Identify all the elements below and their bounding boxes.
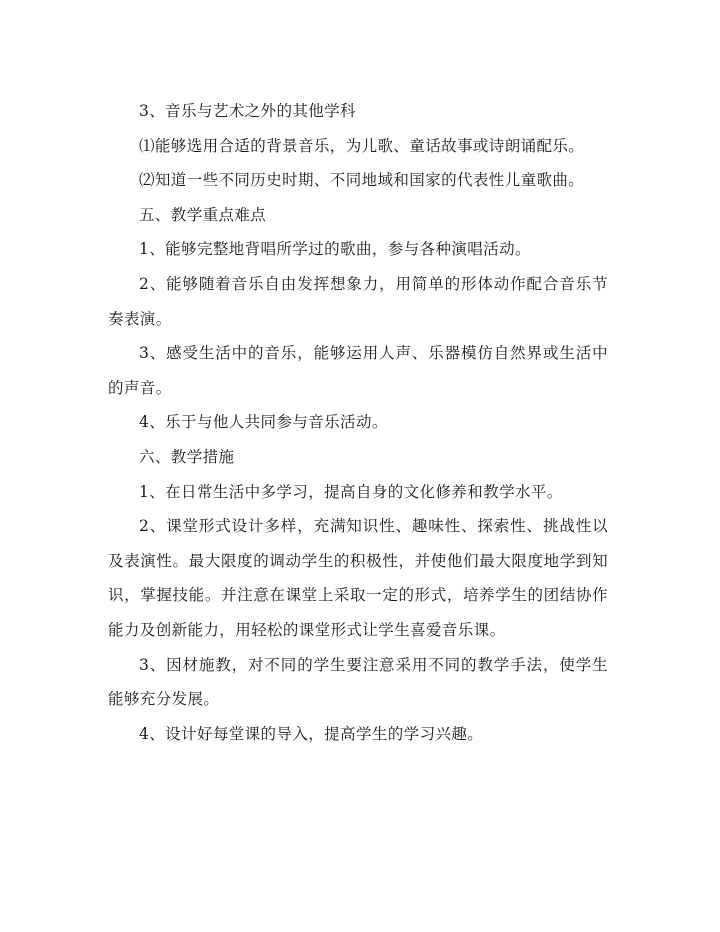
paragraph-item-2: ⑵知道一些不同历史时期、不同地域和国家的代表性儿童歌曲。 — [139, 171, 585, 190]
paragraph-measure-4: 4、设计好每堂课的导入，提高学生的学习兴趣。 — [139, 724, 484, 743]
paragraph-measure-2: 2、课堂形式设计多样，充满知识性、趣味性、探索性、挑战性以及表演性。最大限度的调动学生的积极性，并使他们最大限度地学到知识，掌握技能。并注意在课堂上采取一定的形式，培养学生的团结协作能力及创新能力，用轻松的课堂形式让学生喜爱音乐课。 — [108, 517, 608, 639]
paragraph-item-1: ⑴能够选用合适的背景音乐，为儿歌、童话故事或诗朗诵配乐。 — [139, 136, 585, 155]
paragraph-measure-3: 3、因材施教，对不同的学生要注意采用不同的教学手法，使学生能够充分发展。 — [108, 655, 608, 709]
section-heading-key-points: 五、教学重点难点 — [139, 205, 267, 224]
paragraph-key-point-2: 2、能够随着音乐自由发挥想象力，用简单的形体动作配合音乐节奏表演。 — [108, 274, 608, 328]
paragraph-key-point-1: 1、能够完整地背唱所学过的歌曲，参与各种演唱活动。 — [139, 240, 531, 259]
paragraph-key-point-3: 3、感受生活中的音乐，能够运用人声、乐器模仿自然界或生活中的声音。 — [108, 344, 608, 397]
paragraph-subject-heading: 3、音乐与艺术之外的其他学科 — [139, 102, 356, 120]
section-heading-measures: 六、教学措施 — [139, 447, 235, 466]
paragraph-key-point-4: 4、乐于与他人共同参与音乐活动。 — [139, 413, 388, 432]
paragraph-measure-1: 1、在日常生活中多学习，提高自身的文化修养和教学水平。 — [139, 482, 563, 501]
document-body — [108, 94, 608, 751]
